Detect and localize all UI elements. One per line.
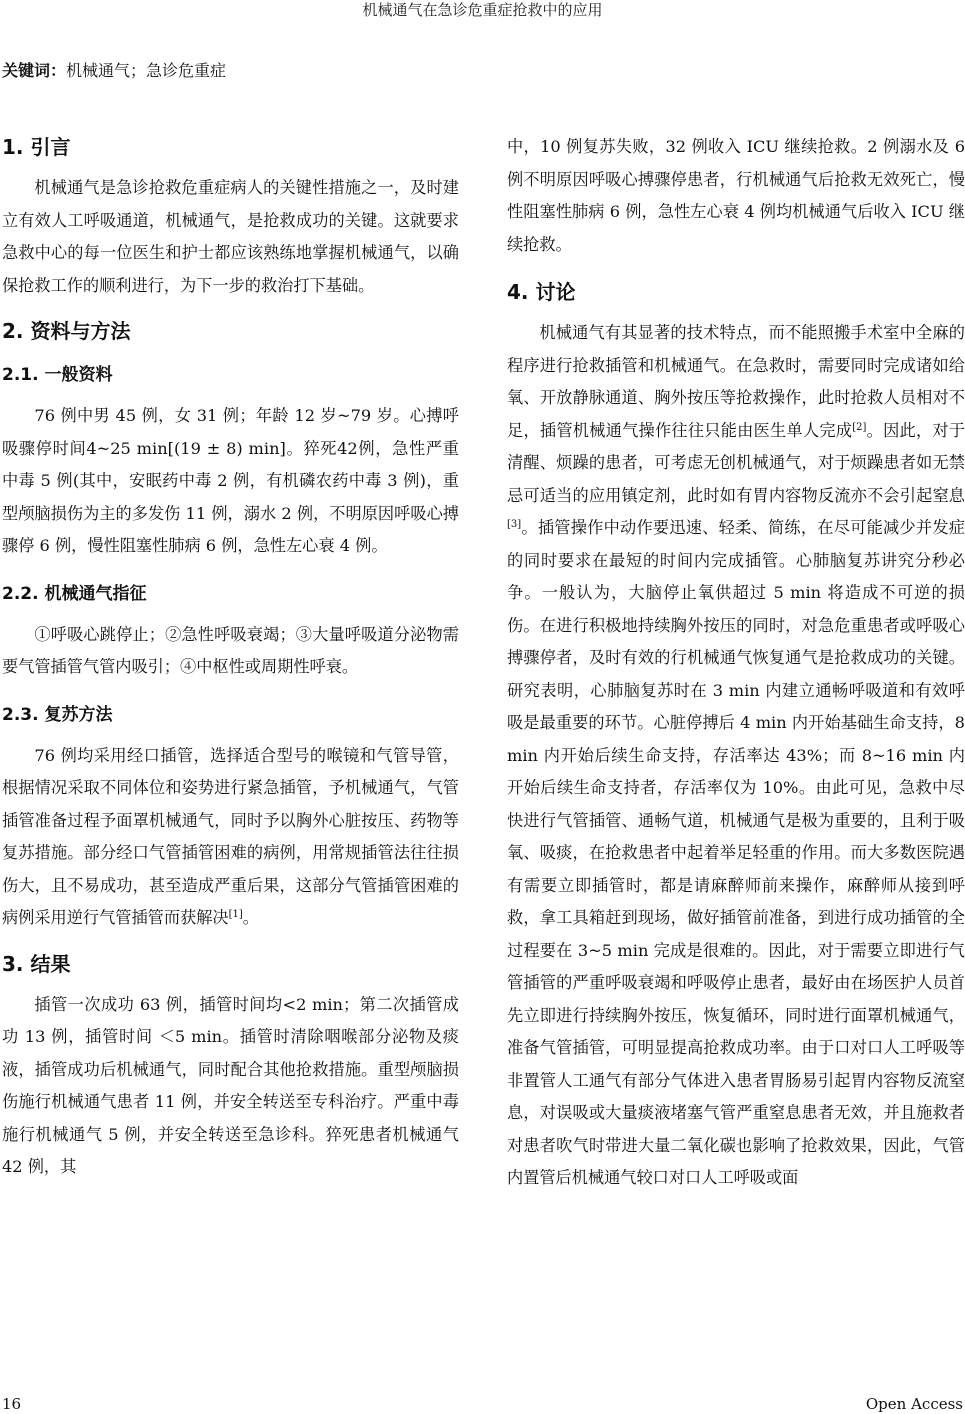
page-number: 16 <box>2 1395 22 1413</box>
discussion-text-1: 机械通气有其显著的技术特点，而不能照搬手术室中全麻的程序进行抢救插管和机械通气。在急救时，需要同时完成诸如给氧、开放静脉通道、胸外按压等抢救操作，此时抢救人员相对不足，插管机械通气操作往往只能由医生单人完成 <box>507 323 965 440</box>
citation-2: [2] <box>852 421 867 433</box>
discussion-text-2: 。因此，对于清醒、烦躁的患者，可考虑无创机械通气，对于烦躁患者如无禁忌可适当的应用镇定剂，此时如有胃内容物反流亦不会引起窒息 <box>507 420 965 505</box>
open-access-label: Open Access <box>865 1395 963 1413</box>
results-heading: 3. 结果 <box>2 951 71 976</box>
general-data-heading: 2.1. 一般资料 <box>2 365 113 385</box>
discussion-text-3: 。插管操作中动作要迅速、轻柔、简练，在尽可能减少并发症的同时要求在最短的时间内完成插管。心肺脑复苏讲究分秒必争。一般认为，大脑停止氧供超过 5 min 将造成不可逆的损伤。在进行积极地持续胸外按压的同时，对急危重患者或呼吸心搏骤停者，及时有效的行机械通气恢复通气是抢救成功的关键。研究表明，心肺脑复苏时在 3 min 内建立通畅呼吸道和有效呼吸是最重要的环节。心脏停搏后 4 min 内开始基础生命支持，8 min 内开始后续生命支持，存活率达 43%；而 8~16 min 内开始后续生命支持者，存活率仅为 10%。由此可见，急救中尽快进行气管插管、通畅气道，机械通气是极为重要的，且利于吸氧、吸痰，在抢救患者中起着举足轻重的作用。而大多数医院遇有需要立即插管时，都是请麻醉师前来操作，麻醉师从接到呼救，拿工具箱赶到现场，做好插管前准备，到进行成功插管的全过程要在 3~5 min 完成是很难的。因此，对于需要立即进行气管插管的严重呼吸衰竭和呼吸停止患者，最好由在场医护人员首先立即进行持续胸外按压，恢复循环，同时进行面罩机械通气，准备气管插管，可明显提高抢救成功率。由于口对口人工呼吸等非置管人工通气有部分气体进入患者胃肠易引起胃内容物反流窒息，对误吸或大量痰液堵塞气管严重窒息患者无效，并且施救者对患者吹气时带进大量二氧化碳也影响了抢救效果，因此，气管内置管后机械通气较口对口人工呼吸或面 <box>507 518 965 1187</box>
right-column <box>507 130 965 1195</box>
left-column <box>2 130 459 1184</box>
intro-heading: 1. 引言 <box>2 135 71 159</box>
resuscitation-paragraph <box>2 740 459 935</box>
keywords-text: 机械通气；急诊危重症 <box>66 61 227 80</box>
results-paragraph-right: 中，10 例复苏失败，32 例收入 ICU 继续抢救。2 例溺水及 6 例不明原因呼吸心搏骤停患者，行机械通气后抢救无效死亡，慢性阻塞性肺病 6 例，急性左心衰 4 例均机械通气后收入 ICU 继续抢救。 <box>507 137 965 254</box>
methods-heading: 2. 资料与方法 <box>2 319 131 343</box>
citation-1: [1] <box>228 909 243 920</box>
resuscitation-end: 。 <box>242 908 259 927</box>
results-paragraph-left: 插管一次成功 63 例，插管时间均<2 min；第二次插管成功 13 例，插管时间 ＜5 min。插管时清除咽喉部分泌物及痰液，插管成功后机械通气，同时配合其他抢救措施。重型颅脑损伤施行机械通气患者 11 例，并安全转送至专科治疗。严重中毒施行机械通气 5 例，并安全转送至急诊科。猝死患者机械通气 42 例，其 <box>2 994 459 1176</box>
discussion-heading: 4. 讨论 <box>507 280 576 304</box>
indications-heading: 2.2. 机械通气指征 <box>2 583 147 604</box>
intro-paragraph: 机械通气是急诊抢救危重症病人的关键性措施之一，及时建立有效人工呼吸通道，机械通气，是抢救成功的关键。这就要求急救中心的每一位医生和护士都应该熟练地掌握机械通气，以确保抢救工作的顺利进行，为下一步的救治打下基础。 <box>2 178 459 295</box>
resuscitation-text: 76 例均采用经口插管，选择适合型号的喉镜和气管导管，根据情况采取不同体位和姿势进行紧急插管，予机械通气，气管插管准备过程予面罩机械通气，同时予以胸外心脏按压、药物等复苏措施。部分经口气管插管困难的病例，用常规插管法往往损伤大，且不易成功，甚至造成严重后果，这部分气管插管困难的病例采用逆行气管插管而获解决 <box>2 745 459 927</box>
indications-paragraph: ①呼吸心跳停止；②急性呼吸衰竭；③大量呼吸道分泌物需要气管插管气管内吸引；④中枢性或周期性呼衰。 <box>2 624 459 676</box>
running-title: 机械通气在急诊危重症抢救中的应用 <box>362 1 603 19</box>
citation-3: [3] <box>507 519 522 530</box>
keywords-line <box>2 58 226 84</box>
discussion-paragraph <box>507 317 965 1195</box>
keywords-label: 关键词： <box>2 61 67 80</box>
general-data-paragraph: 76 例中男 45 例，女 31 例；年龄 12 岁~79 岁。心搏呼吸骤停时间4~25 min[(19 ± 8) min]。猝死42例，急性严重中毒 5 例(其中，安眠药中毒 2 例，有机磷农药中毒 3 例)，重型颅脑损伤为主的多发伤 11 例，溺水 2 例，不明原因呼吸心搏骤停 6 例，慢性阻塞性肺病 6 例，急性左心衰 4 例。 <box>2 406 459 555</box>
resuscitation-heading: 2.3. 复苏方法 <box>2 704 113 725</box>
